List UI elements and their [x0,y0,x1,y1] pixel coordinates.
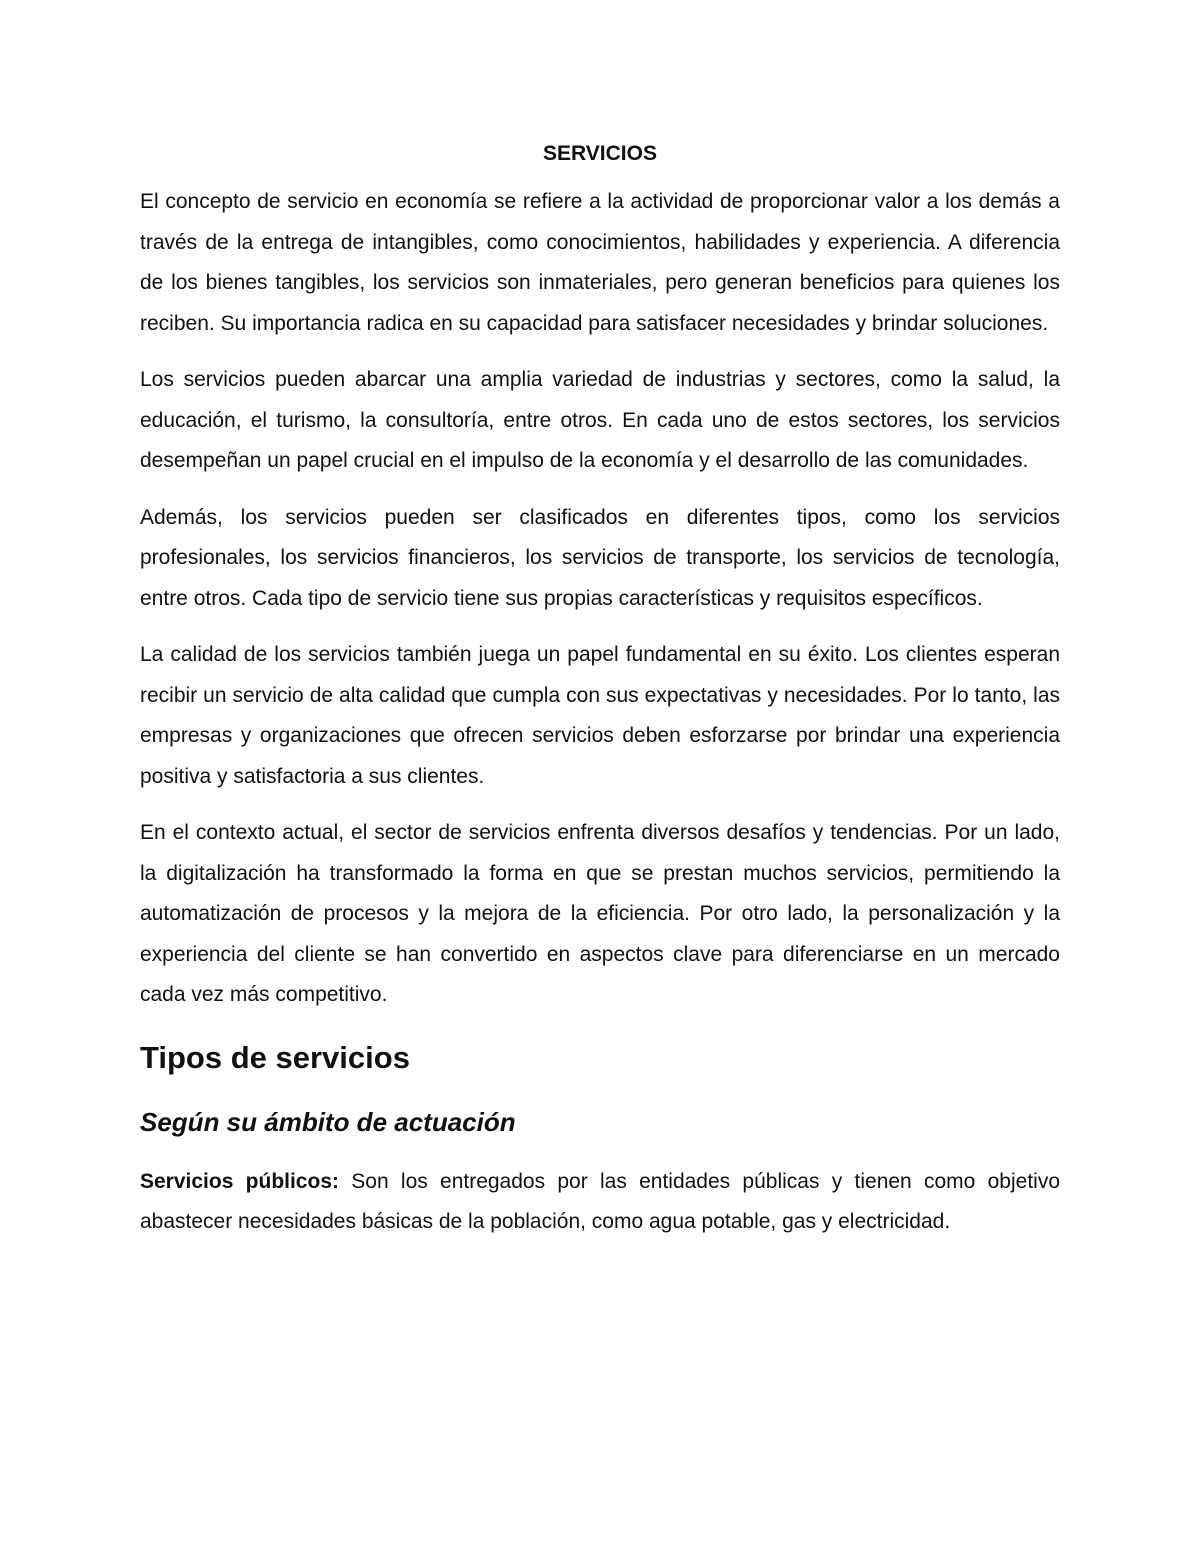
definition-text: Son los entregados por las entidades públicas y tienen como objetivo abastecer necesidades básicas de la población, como agua potable, gas y electricidad. [140,1169,1060,1233]
paragraph-concept: El concepto de servicio en economía se refiere a la actividad de proporcionar valor a los demás a través de la entrega de intangibles, como conocimientos, habilidades y experiencia. A diferencia de los bienes tangibles, los servicios son inmateriales, pero generan beneficios para quienes los reciben. Su importancia radica en su capacidad para satisfacer necesidades y brindar soluciones. [140,190,1060,335]
section-heading: Tipos de servicios [140,1039,410,1075]
paragraph-classification: Además, los servicios pueden ser clasificados en diferentes tipos, como los servicios profesionales, los servicios financieros, los servicios de transporte, los servicios de tecnología, entre otros. Cada tipo de servicio tiene sus propias características y requisitos específicos. [140,505,1060,610]
paragraph-quality: La calidad de los servicios también juega un papel fundamental en su éxito. Los clientes esperan recibir un servicio de alta calidad que cumpla con sus expectativas y necesidades. Por lo tanto, las empresas y organizaciones que ofrecen servicios deben esforzarse por brindar una experiencia positiva y satisfactoria a sus clientes. [140,643,1060,788]
definition-term: Servicios públicos: [140,1169,339,1193]
document-title: SERVICIOS [543,142,657,165]
paragraph-context: En el contexto actual, el sector de servicios enfrenta diversos desafíos y tendencias. Por un lado, la digitalización ha transformado la forma en que se prestan muchos servicios, permitiendo la automatización de procesos y la mejora de la eficiencia. Por otro lado, la personalización y la experiencia del cliente se han convertido en aspectos clave para diferenciarse en un mercado cada vez más competitivo. [140,821,1060,1006]
subsection-heading: Según su ámbito de actuación [140,1106,516,1137]
document-page [140,138,1060,1259]
paragraph-industries: Los servicios pueden abarcar una amplia variedad de industrias y sectores, como la salud, la educación, el turismo, la consultoría, entre otros. En cada uno de estos sectores, los servicios desempeñan un papel crucial en el impulso de la economía y el desarrollo de las comunidades. [140,368,1060,472]
definition-paragraph [140,1162,1060,1243]
